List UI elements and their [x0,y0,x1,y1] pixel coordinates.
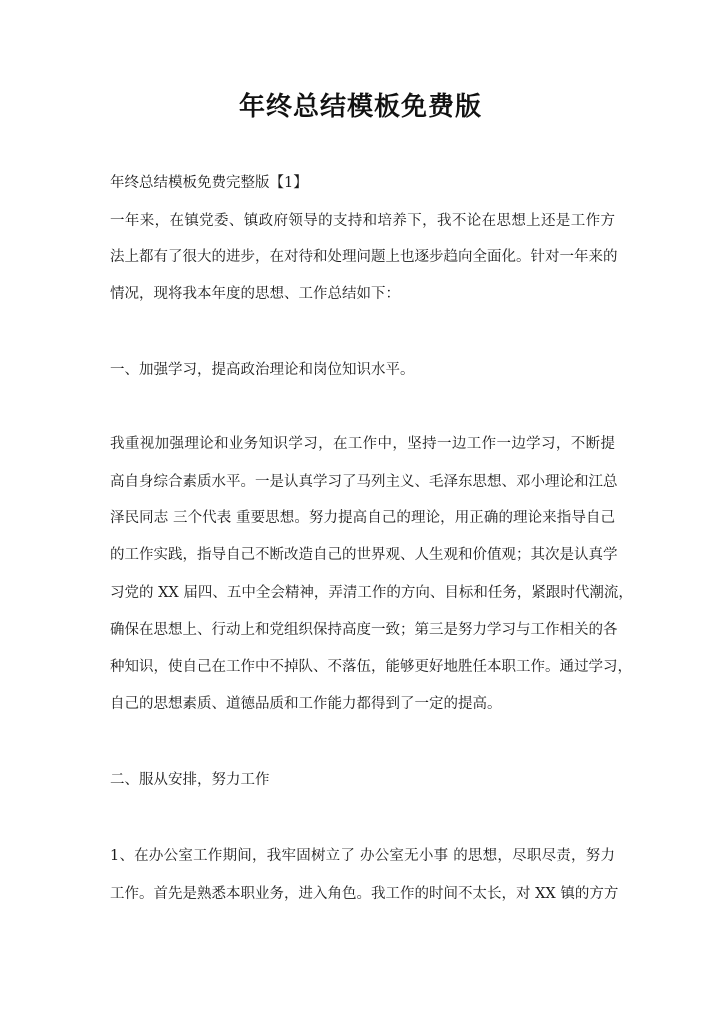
paragraph-2-line-6: 确保在思想上、行动上和党组织保持高度一致；第三是努力学习与工作相关的各 [110,622,618,638]
section-heading-2: 二、服从安排，努力工作 [110,772,270,788]
paragraph-2-line-8: 自己的思想素质、道德品质和工作能力都得到了一定的提高。 [110,696,502,712]
paragraph-2-line-2: 高自身综合素质水平。一是认真学习了马列主义、毛泽东思想、邓小理论和江总 [110,474,618,490]
document-subtitle: 年终总结模板免费完整版【1】 [110,175,308,191]
section-heading-1: 一、加强学习，提高政治理论和岗位知识水平。 [110,362,415,378]
paragraph-2-line-5: 习党的 XX 届四、五中全会精神，弄清工作的方向、目标和任务，紧跟时代潮流， [110,585,633,601]
paragraph-2-line-4: 的工作实践，指导自己不断改造自己的世界观、人生观和价值观；其次是认真学 [110,547,618,563]
paragraph-1-line-3: 情况，现将我本年度的思想、工作总结如下： [110,286,400,302]
paragraph-2-line-7: 种知识，使自己在工作中不掉队、不落伍，能够更好地胜任本职工作。通过学习， [110,659,632,675]
paragraph-3-line-1: 1、在办公室工作期间，我牢固树立了 办公室无小事 的思想，尽职尽责，努力 [110,848,615,864]
paragraph-3-line-2: 工作。首先是熟悉本职业务，进入角色。我工作的时间不太长，对 XX 镇的方方 [110,886,619,902]
paragraph-2-line-3: 泽民同志 三个代表 重要思想。努力提高自己的理论，用正确的理论来指导自己 [110,510,615,526]
paragraph-2-line-1: 我重视加强理论和业务知识学习，在工作中，坚持一边工作一边学习，不断提 [110,436,615,452]
paragraph-1-line-2: 法上都有了很大的进步，在对待和处理问题上也逐步趋向全面化。针对一年来的 [110,249,618,265]
paragraph-1-line-1: 一年来，在镇党委、镇政府领导的支持和培养下，我不论在思想上还是工作方 [110,213,615,229]
document-title: 年终总结模板免费版 [238,92,482,122]
